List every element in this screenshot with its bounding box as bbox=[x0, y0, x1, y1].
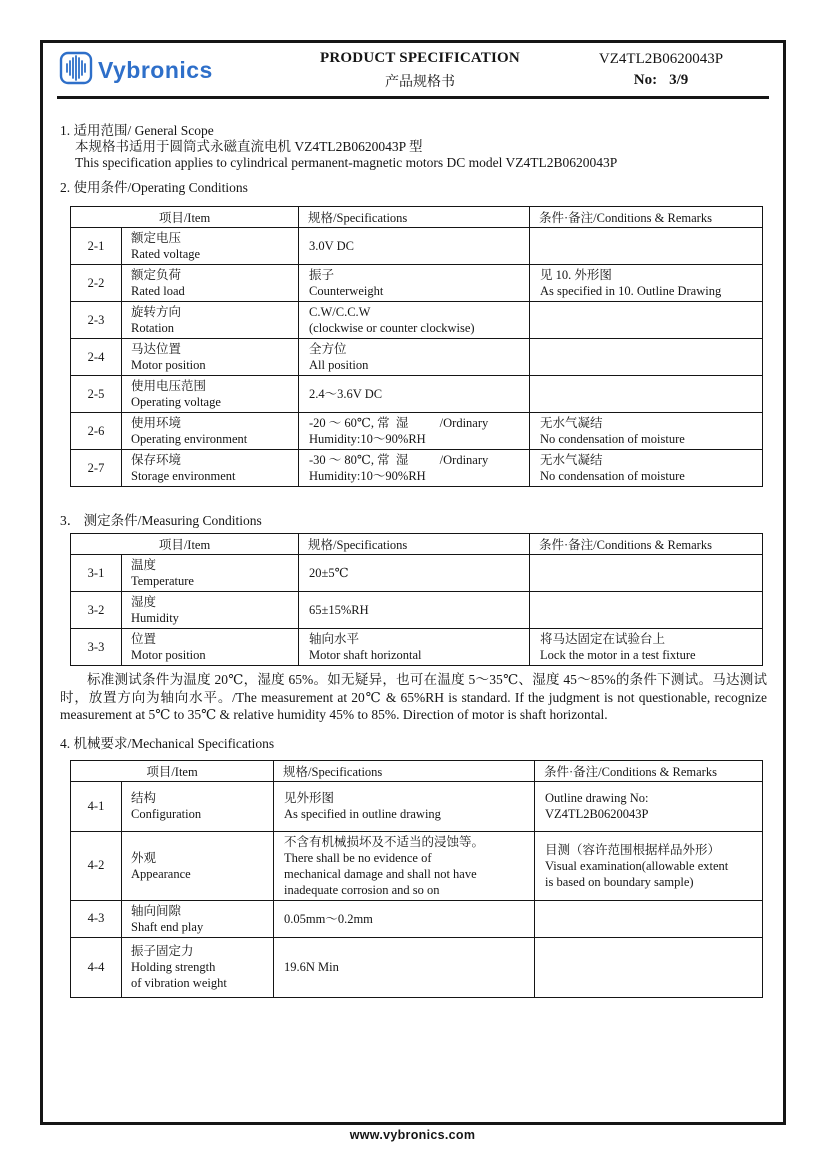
table-row bbox=[71, 592, 763, 629]
cond-cell: Outline drawing No: VZ4TL2B0620043P bbox=[535, 781, 763, 831]
column-header-cond: 条件·备注/Conditions & Remarks bbox=[530, 534, 763, 555]
table-row bbox=[71, 937, 763, 997]
document-header bbox=[43, 43, 783, 95]
item-cell: 湿度 Humidity bbox=[122, 592, 299, 629]
row-number: 2-2 bbox=[71, 265, 122, 302]
table-row bbox=[71, 555, 763, 592]
table-row bbox=[71, 302, 763, 339]
website-url: www.vybronics.com bbox=[349, 1128, 476, 1142]
mechanical-specifications-table bbox=[70, 760, 763, 998]
column-header-item: 项目/Item bbox=[71, 760, 274, 781]
table-row bbox=[71, 339, 763, 376]
cond-cell: 将马达固定在试验台上 Lock the motor in a test fixture bbox=[530, 629, 763, 666]
cond-cell bbox=[535, 900, 763, 937]
document-page-frame bbox=[40, 40, 786, 1125]
spec-cell: 19.6N Min bbox=[274, 937, 535, 997]
cond-cell bbox=[530, 555, 763, 592]
row-number: 3-3 bbox=[71, 629, 122, 666]
cond-cell bbox=[530, 302, 763, 339]
row-number: 4-1 bbox=[71, 781, 122, 831]
section-operating-heading: 2. 使用条件/Operating Conditions bbox=[60, 180, 248, 195]
item-cell: 外观 Appearance bbox=[122, 831, 274, 900]
table-row bbox=[71, 629, 763, 666]
row-number: 4-4 bbox=[71, 937, 122, 997]
measuring-conditions-table bbox=[70, 533, 763, 666]
vybronics-logo bbox=[59, 51, 285, 90]
cond-cell bbox=[530, 592, 763, 629]
part-number: VZ4TL2B0620043P bbox=[598, 51, 724, 67]
cond-cell bbox=[535, 937, 763, 997]
item-cell: 额定负荷 Rated load bbox=[122, 265, 299, 302]
spec-cell: 2.4～3.6V DC bbox=[299, 376, 530, 413]
spec-cell: 0.05mm～0.2mm bbox=[274, 900, 535, 937]
table-row bbox=[71, 228, 763, 265]
row-number: 2-3 bbox=[71, 302, 122, 339]
cond-cell: 见 10. 外形图 As specified in 10. Outline Drawing bbox=[530, 265, 763, 302]
doc-title-zh: 产品规格书 bbox=[385, 74, 455, 90]
row-number: 3-2 bbox=[71, 592, 122, 629]
column-header-item: 项目/Item bbox=[71, 207, 299, 228]
document-body bbox=[43, 99, 783, 998]
cond-cell: 无水气凝结 No condensation of moisture bbox=[530, 450, 763, 487]
row-number: 2-5 bbox=[71, 376, 122, 413]
table-row bbox=[71, 450, 763, 487]
cond-cell: 目测（容许范围根据样品外形） Visual examination(allowable extent is based on boundary sample) bbox=[535, 831, 763, 900]
column-header-spec: 规格/Specifications bbox=[299, 207, 530, 228]
scope-text-en: This specification applies to cylindrical permanent-magnetic motors DC model VZ4TL2B0620043P bbox=[75, 155, 618, 170]
item-cell: 轴向间隙 Shaft end play bbox=[122, 900, 274, 937]
column-header-cond: 条件·备注/Conditions & Remarks bbox=[530, 207, 763, 228]
row-number: 4-3 bbox=[71, 900, 122, 937]
operating-conditions-table bbox=[70, 206, 763, 487]
spec-cell: 振子 Counterweight bbox=[299, 265, 530, 302]
item-cell: 结构 Configuration bbox=[122, 781, 274, 831]
spec-cell: 3.0V DC bbox=[299, 228, 530, 265]
row-number: 4-2 bbox=[71, 831, 122, 900]
item-cell: 位置 Motor position bbox=[122, 629, 299, 666]
section-measuring-heading: 3． 测定条件/Measuring Conditions bbox=[60, 513, 262, 528]
spec-cell: 全方位 All position bbox=[299, 339, 530, 376]
item-cell: 使用环境 Operating environment bbox=[122, 413, 299, 450]
spec-cell: 轴向水平 Motor shaft horizontal bbox=[299, 629, 530, 666]
row-number: 2-7 bbox=[71, 450, 122, 487]
row-number: 2-1 bbox=[71, 228, 122, 265]
item-cell: 保存环境 Storage environment bbox=[122, 450, 299, 487]
cond-cell bbox=[530, 228, 763, 265]
item-cell: 旋转方向 Rotation bbox=[122, 302, 299, 339]
spec-cell: 65±15%RH bbox=[299, 592, 530, 629]
column-header-item: 项目/Item bbox=[71, 534, 299, 555]
item-cell: 使用电压范围 Operating voltage bbox=[122, 376, 299, 413]
page-number-value: 3/9 bbox=[669, 72, 689, 88]
doc-title-en: PRODUCT SPECIFICATION bbox=[320, 49, 520, 66]
vibration-waveform-icon bbox=[59, 51, 93, 90]
spec-cell: -30 ～ 80℃, 常 湿 /Ordinary Humidity:10～90%RH bbox=[299, 450, 530, 487]
section-scope-heading: 1. 适用范围/ General Scope bbox=[60, 123, 214, 138]
table-header-row bbox=[71, 760, 763, 781]
table-header-row bbox=[71, 534, 763, 555]
item-cell: 马达位置 Motor position bbox=[122, 339, 299, 376]
table-row bbox=[71, 413, 763, 450]
cond-cell: 无水气凝结 No condensation of moisture bbox=[530, 413, 763, 450]
row-number: 3-1 bbox=[71, 555, 122, 592]
table-row bbox=[71, 781, 763, 831]
table-header-row bbox=[71, 207, 763, 228]
measuring-note: 标准测试条件为温度 20℃，湿度 65%。如无疑异，也可在温度 5～35℃、湿度 45～85%的条件下测试。马达测试时，放置方向为轴向水平。/The measurement at 20℃ & 65%RH is standard. If the judgment is not questionable, recognize measurement at 5℃ to 35℃ & relative humidity 45% to 85%. Direction of motor is shaft horizontal. bbox=[60, 672, 767, 722]
cond-cell bbox=[530, 339, 763, 376]
spec-cell: 不含有机械损坏及不适当的浸蚀等。 There shall be no evidence of mechanical damage and shall not have inadequate corrosion and so on bbox=[274, 831, 535, 900]
spec-cell: 见外形图 As specified in outline drawing bbox=[274, 781, 535, 831]
table-row bbox=[71, 376, 763, 413]
spec-cell: 20±5℃ bbox=[299, 555, 530, 592]
column-header-spec: 规格/Specifications bbox=[274, 760, 535, 781]
table-row bbox=[71, 831, 763, 900]
column-header-spec: 规格/Specifications bbox=[299, 534, 530, 555]
row-number: 2-6 bbox=[71, 413, 122, 450]
column-header-cond: 条件·备注/Conditions & Remarks bbox=[535, 760, 763, 781]
page-number-label: No: bbox=[633, 72, 658, 88]
spec-cell: -20 ～ 60℃, 常 湿 /Ordinary Humidity:10～90%RH bbox=[299, 413, 530, 450]
row-number: 2-4 bbox=[71, 339, 122, 376]
page-number bbox=[555, 72, 767, 89]
item-cell: 温度 Temperature bbox=[122, 555, 299, 592]
table-row bbox=[71, 900, 763, 937]
title-block bbox=[285, 50, 555, 91]
scope-text-zh: 本规格书适用于圆筒式永磁直流电机 VZ4TL2B0620043P 型 bbox=[75, 139, 423, 154]
cond-cell bbox=[530, 376, 763, 413]
table-row bbox=[71, 265, 763, 302]
section-mechanical-heading: 4. 机械要求/Mechanical Specifications bbox=[60, 735, 275, 751]
spec-cell: C.W/C.C.W (clockwise or counter clockwise) bbox=[299, 302, 530, 339]
item-cell: 振子固定力 Holding strength of vibration weight bbox=[122, 937, 274, 997]
brand-name: Vybronics bbox=[98, 56, 213, 83]
part-number-block bbox=[555, 51, 767, 89]
item-cell: 额定电压 Rated voltage bbox=[122, 228, 299, 265]
